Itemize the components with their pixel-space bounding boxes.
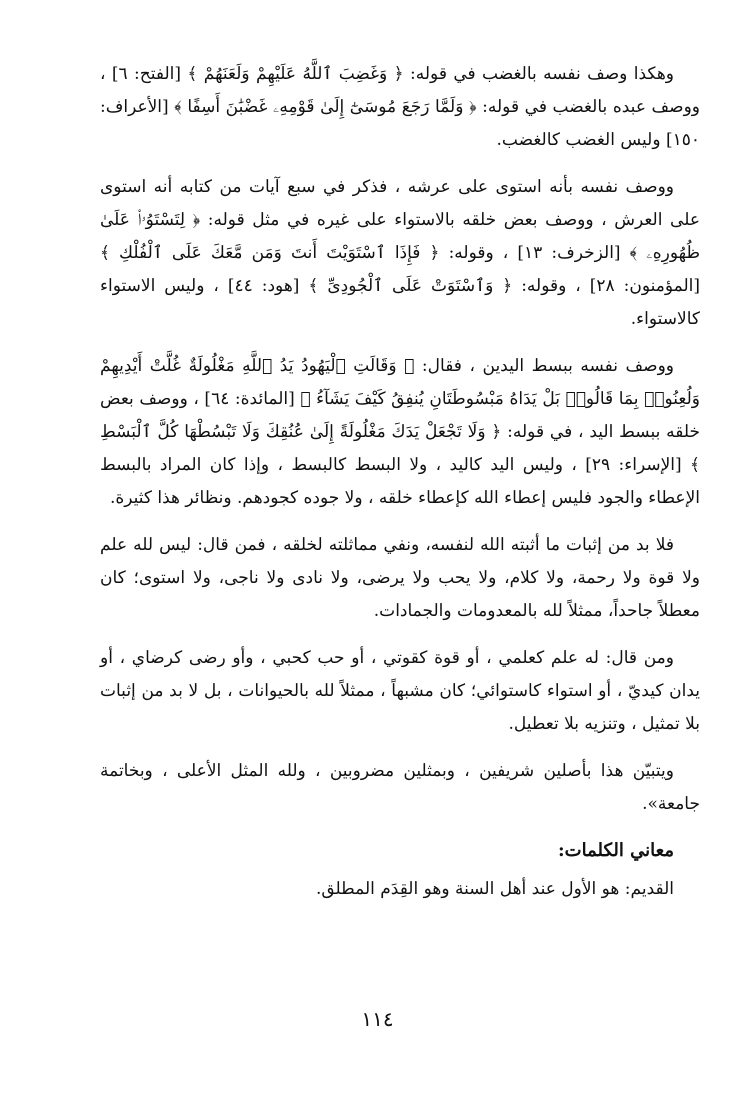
paragraph-principles: ويتبيّن هذا بأصلين شريفين ، وبمثلين مضروبين ، ولله المثل الأعلى ، وبخاتمة جامعة». — [100, 761, 700, 814]
glossary-heading: معاني الكلمات: — [558, 840, 674, 861]
paragraph-istiwa: ووصف نفسه بأنه استوى على عرشه ، فذكر في سبع آيات من كتابه أنه استوى على العرش ، ووصف بعض خلقه بالاستواء على غيره في مثل قوله: ﴿ لِتَسْتَوُۥا۟ عَلَىٰ ظُهُورِهِۦ ﴾ [الزخرف: ١٣] ، وقوله: ﴿ فَإِذَا ٱسْتَوَيْتَ أَنتَ وَمَن مَّعَكَ عَلَى ٱلْفُلْكِ ﴾ [المؤمنون: ٢٨] ، وقوله: ﴿ وَٱسْتَوَتْ عَلَى ٱلْجُودِىِّ ﴾ [هود: ٤٤] ، وليس الاستواء كالاستواء. — [100, 177, 700, 329]
paragraph-tashbih: ومن قال: له علم كعلمي ، أو قوة كقوتي ، أو حب كحبي ، وأو رضى كرضاي ، أو يدان كيديّ ، أو استواء كاستوائي؛ كان مشبهاً ، ممثلاً لله بالحيوانات ، بل لا بد من إثبات بلا تمثيل ، وتنزيه بلا تعطيل. — [100, 648, 700, 734]
page-body — [100, 58, 700, 905]
glossary-entry: القديم: هو الأول عند أهل السنة وهو القِدَم المطلق. — [315, 879, 674, 899]
paragraph-anger: وهكذا وصف نفسه بالغضب في قوله: ﴿ وَغَضِبَ ٱللَّهُ عَلَيْهِمْ وَلَعَنَهُمْ ﴾ [الفتح: ٦] ، ووصف عبده بالغضب في قوله: ﴿ وَلَمَّا رَجَعَ مُوسَىٰٓ إِلَىٰ قَوْمِهِۦ غَضْبَٰنَ أَسِفًا ﴾ [الأعراف: ١٥٠] وليس الغضب كالغضب. — [100, 64, 700, 150]
paragraph-hands: ووصف نفسه ببسط اليدين ، فقال: ﴿ وَقَالَتِ ٱلْيَهُودُ يَدُ ٱللَّهِ مَغْلُولَةٌ غُلَّتْ أَيْدِيهِمْ وَلُعِنُوا۟ بِمَا قَالُوا۟ بَلْ يَدَاهُ مَبْسُوطَتَانِ يُنفِقُ كَيْفَ يَشَآءُ ﴾ [المائدة: ٦٤] ، ووصف بعض خلقه ببسط اليد ، في قوله: ﴿ وَلَا تَجْعَلْ يَدَكَ مَغْلُولَةً إِلَىٰ عُنُقِكَ وَلَا تَبْسُطْهَا كُلَّ ٱلْبَسْطِ ﴾ [الإسراء: ٢٩] ، وليس اليد كاليد ، ولا البسط كالبسط ، وإذا كان المراد بالبسط الإعطاء والجود فليس إعطاء الله كإعطاء خلقه ، ولا جوده كجودهم. ونظائر هذا كثيرة. — [100, 356, 700, 508]
page-number: ١١٤ — [361, 1007, 394, 1031]
paragraph-affirmation: فلا بد من إثبات ما أثبته الله لنفسه، ونفي مماثلته لخلقه ، فمن قال: ليس لله علم ولا قوة ولا رحمة، ولا كلام، ولا يحب ولا يرضى، ولا نادى ولا ناجى، ولا استوى؛ كان معطلاً جاحداً، ممثلاً لله بالمعدومات والجمادات. — [100, 535, 700, 621]
